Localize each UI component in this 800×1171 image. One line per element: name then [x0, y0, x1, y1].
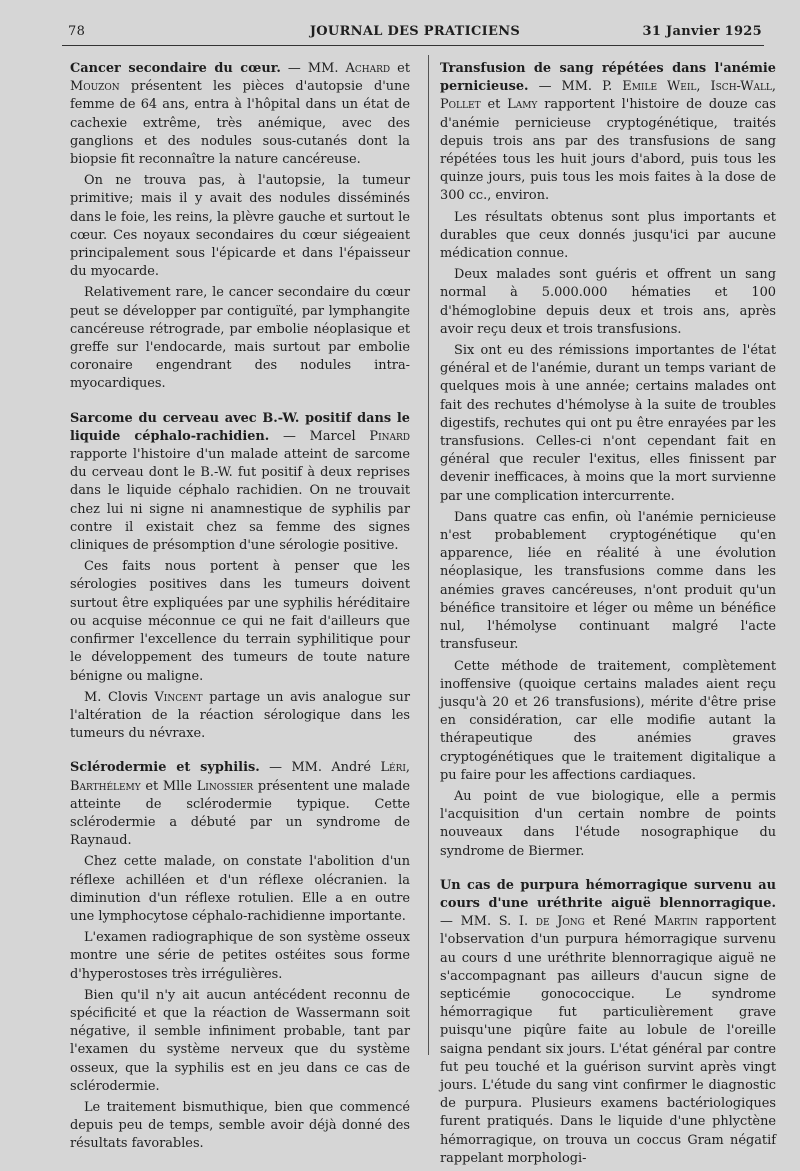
right-column	[440, 60, 776, 1171]
article-title: Un cas de purpura hémorragique survenu au cours d'une uréthrite aiguë blennorragique.	[440, 877, 776, 911]
paragraph: Six ont eu des rémissions importantes de l'état général et de l'anémie, durant un temps variant de quelques mois à une année; certains malades ont fait des rechutes d'hémolyse à la suite de troubles digestifs, rechutes qui ont pu être enrayées par les transfusions. Celles-ci n'ont cependant fait en général que reculer l'exitus, elles finissent par devenir inefficaces, à moins que la mort survienne par une complication intercurrente.	[440, 343, 776, 504]
article-title: Sarcome du cerveau avec B.-W. positif dans le liquide céphalo-rachidien.	[70, 410, 410, 444]
paragraph: M. Clovis Vincent partage un avis analogue sur l'altération de la réaction sérologique dans les tumeurs du névraxe.	[70, 689, 410, 742]
paragraph: Au point de vue biologique, elle a permis l'acquisition d'un certain nombre de points nouveaux dans l'étude nosographique du syndrome de Biermer.	[440, 788, 776, 859]
page-header	[68, 24, 762, 46]
issue-date: 31 Janvier 1925	[642, 24, 762, 39]
author-name: Linossier	[196, 778, 254, 794]
author-name: Pinard	[369, 428, 410, 444]
paragraph: Dans quatre cas enfin, où l'anémie pernicieuse n'est probablement cryptogénétique qu'en apparence, liée en réalité à une évolution néoplasique, les transfusions comme dans les anémies graves cancéreuses, n'ont produit qu'un bénéfice transitoire et léger ou même un bénéfice nul, l'hémolyse continuant malgré l'acte transfuseur.	[440, 509, 776, 653]
paragraph: On ne trouva pas, à l'autopsie, la tumeur primitive; mais il y avait des nodules disséminés dans le foie, les reins, la plèvre gauche et surtout le cœur. Ces noyaux secondaires du cœur siégeaient principalement sous l'épicarde et dans l'épaisseur du myocarde.	[70, 173, 410, 280]
author-name: Mouzon	[70, 79, 120, 95]
paragraph: Le traitement bismuthique, bien que commencé depuis peu de temps, semble avoir déjà donné des résultats favorables.	[70, 1099, 410, 1152]
journal-title: JOURNAL DES PRATICIENS	[309, 24, 521, 39]
author-name: de Jong	[535, 914, 585, 930]
article-title: Transfusion de sang répétées dans l'anémie pernicieuse.	[440, 61, 776, 95]
column-divider	[428, 55, 429, 1055]
paragraph: Cette méthode de traitement, complètement inoffensive (quoique certains malades aient reçu jusqu'à 20 et 26 transfusions), mérite d'être prise en considération, car elle modifie autant la thérapeutique des anémies graves cryptogénétiques que le traitement digitalique a pu faire pour les affections cardiaques.	[440, 658, 776, 783]
paragraph: Ces faits nous portent à penser que les sérologies positives dans les tumeurs doivent surtout être expliquées par une syphilis héréditaire ou acquise méconnue ce qui ne fait d'ailleurs que confirmer l'excellence du terrain syphilitique pour le développement des tumeurs de toute nature bénigne ou maligne.	[70, 559, 410, 684]
author-name: Léri	[380, 760, 406, 776]
author-name: Martin	[654, 914, 698, 930]
paragraph: Deux malades sont guéris et offrent un sang normal à 5.000.000 hématies et 100 d'hémoglobine depuis deux et trois ans, après avoir reçu deux et trois transfusions.	[440, 267, 776, 337]
article-transfusion: Transfusion de sang répétées dans l'anémie pernicieuse. — MM. P. Emile Weil, Isch-Wall, Pollet et Lamy rapportent l'histoire de douze cas d'anémie pernicieuse cryptogénétique, traités depuis trois ans par des transfusions de sang répétées tous les huit jours d'abord, puis tous les quinze jours, puis tous les mois faites à la dose de 300 cc., environ.	[440, 61, 776, 204]
author-name: Lamy	[507, 97, 538, 113]
article-title: Sclérodermie et syphilis.	[70, 760, 260, 776]
article-title: Cancer secondaire du cœur.	[70, 61, 281, 76]
article-sarcome-cerveau: Sarcome du cerveau avec B.-W. positif dans le liquide céphalo-rachidien. — Marcel Pinard rapporte l'histoire d'un malade atteint de sarcome du cerveau dont le B.-W. fut positif à deux reprises dans le liquide céphalo rachidien. On ne trouvait chez lui ni signe ni anamnestique de syphilis par contre il existait chez sa femme des signes cliniques de présomption d'une sérologie positive.	[70, 410, 410, 554]
page-number: 78	[68, 24, 86, 39]
author-name: Barthélemy	[70, 778, 141, 794]
paragraph: L'examen radiographique de son système osseux montre une série de petites ostéites sous forme d'hyperostoses très irrégulières.	[70, 930, 410, 982]
paragraph: Chez cette malade, on constate l'abolition d'un réflexe achilléen et d'un réflexe olécranien. la diminution d'un réflexe rotulien. Elle a en outre une lymphocytose céphalo-rachidienne importante.	[70, 854, 410, 924]
author-name: Achard	[345, 61, 391, 76]
article-sclerodermie: Sclérodermie et syphilis. — MM. André Léri, Barthélemy et Mlle Linossier présentent une malade atteinte de sclérodermie typique. Cette sclérodermie a débuté par un syndrome de Raynaud.	[70, 760, 411, 849]
header-rule	[62, 45, 764, 46]
paragraph: Relativement rare, le cancer secondaire du cœur peut se développer par contiguïté, par lymphangite cancéreuse rétrograde, par embolie néoplasique et greffe sur l'endocarde, mais surtout par embolie coronaire engendrant des nodules intra-myocardiques.	[70, 285, 410, 392]
paragraph: Les résultats obtenus sont plus importants et durables que ceux donnés jusqu'ici par aucune médication connue.	[440, 209, 776, 262]
author-name: Vincent	[154, 689, 203, 705]
left-column	[70, 60, 410, 1157]
article-purpura: Un cas de purpura hémorragique survenu au cours d'une uréthrite aiguë blennorragique. — MM. S. I. de Jong et René Martin rapportent l'observation d'un purpura hémorragique survenu au cours d une uréthrite blennorragique aiguë ne s'accompagnant pas ailleurs d'aucun signe de septicémie gonococcique. Le syndrome hémorragique fut particulièrement grave puisqu'une piqûre faite au lobule de l'oreille saigna pendant six jours. L'état général par contre fut peu touché et la guérison survint après vingt jours. L'étude du sang vint confirmer le diagnostic de purpura. Plusieurs examens bactériologiques furent pratiqués. Dans le liquide d'une phlyctène hémorragique, on trouva un coccus Gram négatif rappelant morphologi-	[440, 877, 776, 1166]
article-cancer-coeur: Cancer secondaire du cœur. — MM. Achard et Mouzon présentent les pièces d'autopsie d'une femme de 64 ans, entra à l'hôpital dans un état de cachexie extrême, très anémique, avec des ganglions et des nodules sous-cutanés dont la biopsie fit reconnaître la nature cancéreuse.	[70, 61, 410, 168]
author-name: Emile Weil, Isch-Wall, Pollet	[440, 79, 776, 113]
paragraph: Bien qu'il n'y ait aucun antécédent reconnu de spécificité et que la réaction de Wassermann soit négative, il semble infiniment probable, tant par l'examen du système nerveux que du système osseux, que la syphilis est en jeu dans ce cas de sclérodermie.	[70, 987, 410, 1094]
